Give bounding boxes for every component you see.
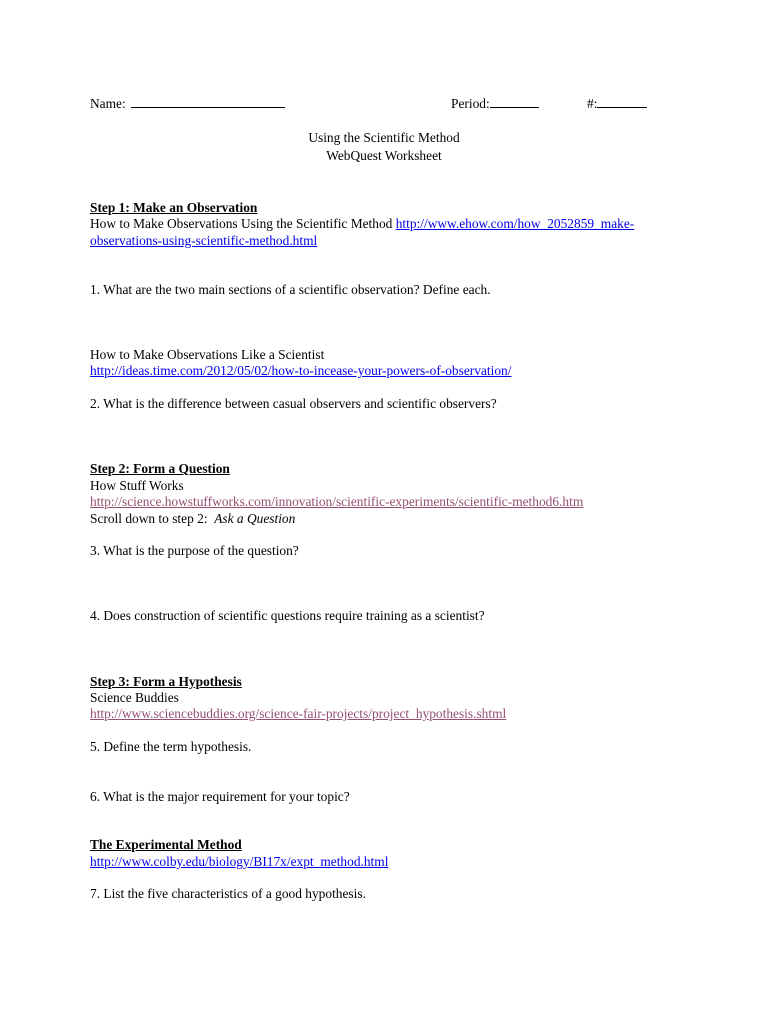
- step1-heading: Step 1: Make an Observation: [90, 200, 258, 215]
- step3-heading: Step 3: Form a Hypothesis: [90, 674, 242, 689]
- step2-resource-text: How Stuff Works: [90, 478, 184, 493]
- step1-resource2-text: How to Make Observations Like a Scientist: [90, 347, 325, 362]
- step1-resource1-line: [90, 216, 634, 232]
- step2-resource-link[interactable]: http://science.howstuffworks.com/innovation/scientific-experiments/scientific-method6.htm: [90, 494, 584, 509]
- question-3: 3. What is the purpose of the question?: [90, 543, 299, 558]
- question-6: 6. What is the major requirement for your topic?: [90, 789, 350, 804]
- number-label: #:: [587, 96, 598, 111]
- step1-resource1-text: How to Make Observations Using the Scientific Method: [90, 216, 393, 231]
- number-blank-line[interactable]: [597, 94, 647, 108]
- step2-scroll-text: Scroll down to step 2:: [90, 511, 208, 526]
- step2-heading: Step 2: Form a Question: [90, 461, 230, 476]
- name-blank-line[interactable]: [131, 94, 285, 108]
- number-field: [587, 94, 647, 112]
- step1-resource1-link[interactable]: http://www.ehow.com/how_2052859_make-: [395, 216, 635, 231]
- question-4: 4. Does construction of scientific questions require training as a scientist?: [90, 608, 485, 623]
- period-field: [451, 94, 539, 112]
- step1-resource2-link[interactable]: http://ideas.time.com/2012/05/02/how-to-incease-your-powers-of-observation/: [90, 363, 512, 378]
- step2-scroll-emphasis: Ask a Question: [214, 511, 296, 526]
- question-2: 2. What is the difference between casual observers and scientific observers?: [90, 396, 497, 411]
- question-7: 7. List the five characteristics of a good hypothesis.: [90, 886, 366, 901]
- step1-resource1-link-continued[interactable]: observations-using-scientific-method.html: [90, 233, 318, 248]
- name-field: [90, 94, 285, 112]
- page-subtitle: WebQuest Worksheet: [326, 148, 442, 163]
- step3-resource-link[interactable]: http://www.sciencebuddies.org/science-fair-projects/project_hypothesis.shtml: [90, 706, 507, 721]
- period-blank-line[interactable]: [490, 94, 539, 108]
- experimental-resource-link[interactable]: http://www.colby.edu/biology/BI17x/expt_method.html: [90, 854, 389, 869]
- step2-scroll-instruction: [90, 511, 295, 527]
- experimental-heading: The Experimental Method: [90, 837, 242, 852]
- step3-resource-text: Science Buddies: [90, 690, 179, 705]
- period-label: Period:: [451, 96, 490, 111]
- question-1: 1. What are the two main sections of a scientific observation? Define each.: [90, 282, 491, 297]
- page-title: Using the Scientific Method: [308, 130, 460, 145]
- name-label: Name:: [90, 96, 126, 111]
- question-5: 5. Define the term hypothesis.: [90, 739, 252, 754]
